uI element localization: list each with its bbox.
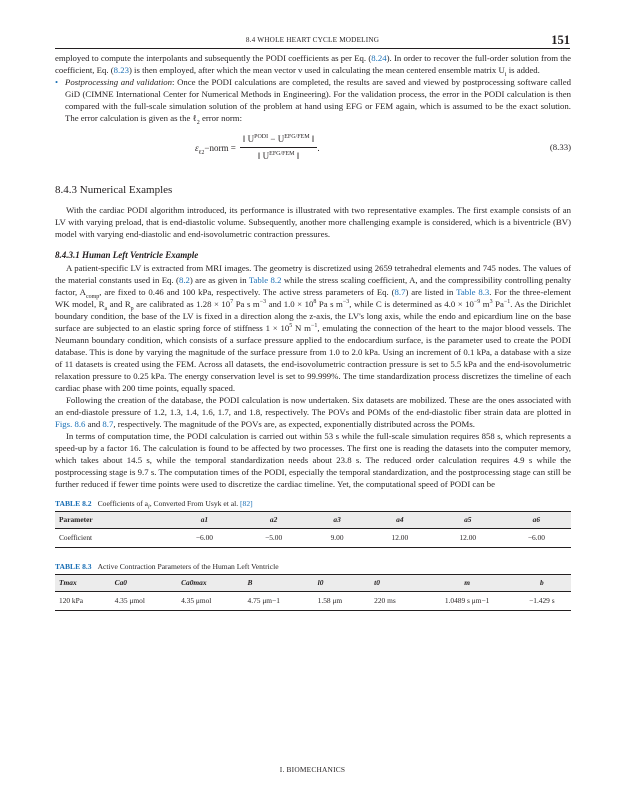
equation-number: (8.33)	[549, 142, 571, 152]
table-cell: 4.35 μmol	[111, 592, 177, 611]
table-header-cell: l0	[314, 575, 370, 592]
table-cell: −1.429 s	[513, 592, 571, 611]
bullet-item: • Postprocessing and validation: Once the PODI calculations are completed, the results are saved and viewed by postprocessing software called GiD (CIMNE International Center for Numerical Methods in Engineering). For the validation process, the error in the PODI calculation is then compared with the full-scale simulation solution of the problem at hand using EFG or FEM again, which is assumed to be the exact solution. The error calculation is given as the ℓ$_2$ error norm:	[55, 77, 571, 126]
table-8-3	[55, 562, 571, 611]
table-cell: 1.0489 s μm−1	[422, 592, 513, 611]
equation-link[interactable]: 8.7	[394, 287, 406, 297]
equation-link[interactable]: 8.2	[178, 275, 190, 285]
subsection-paragraph-3: In terms of computation time, the PODI calculation is carried out within 53 s while the full-scale simulation requires 858 s, which represents a speed-up by a factor 16. The calculation is found to be affected by two processes. The first one is reading the datasets into the computer memory, which takes about 14.5 s, while the temporal standardization needs about 23.8 s. The reduced order calculation requires 4.9 s while the postprocessing stage is 9.7 s. The computation times of the PODI, especially the temporal standardization, and the postprocessing stage can still be further reduced if fewer time points were used to discretize the cardiac timeline. Yet, the computational speed of PODI can be	[55, 431, 571, 489]
table-cell: 120 kPa	[55, 592, 111, 611]
table-cell: 220 ms	[370, 592, 421, 611]
table-row	[55, 592, 571, 611]
table-header-cell: a1	[170, 512, 239, 529]
table-cell: −6.00	[502, 529, 571, 548]
section-paragraph: With the cardiac PODI algorithm introduced, its performance is illustrated with two representative examples. The first example consists of an LV with varying preload, that is end-diastolic volume. Subsequently, another more challenging example is considered, which is a biventricle (BV) model with varying end-diastolic and end-isovolumetric contraction pressures.	[55, 205, 571, 239]
citation-link[interactable]: [82]	[240, 499, 253, 508]
equation-8-33: $\varepsilon_{\ell 2}-norm$ = $\frac{‖ U^{PODI} - U^{EFG/FEM} ‖}{‖ U^{EFG/FEM} ‖}$ . (8.33)	[195, 134, 571, 161]
table-link[interactable]: Table 8.3	[456, 287, 490, 297]
equation-link[interactable]: 8.23	[113, 65, 129, 75]
table-header-cell: Parameter	[55, 512, 170, 529]
table-header-cell: m	[422, 575, 513, 592]
bullet-list	[55, 76, 571, 124]
subsection-paragraph-2: Following the creation of the database, the PODI calculation is now undertaken. Six datasets are mobilized. These are the ones associated with an end-diastole pressure of 1.2, 1.3, 1.4, 1.6, 1.7, and 1.8, respectively. The POVs and POMs of the end-diastolic fiber strain data are plotted in Figs. 8.6 and 8.7, respectively. The magnitude of the POVs are, as expected, exponentially distributed across the POMs.	[55, 395, 571, 429]
table-cell: 12.00	[366, 529, 434, 548]
equation-link[interactable]: 8.24	[371, 53, 387, 63]
table-header-cell: a5	[434, 512, 502, 529]
page-footer: I. BIOMECHANICS	[279, 765, 346, 774]
table-cell: Coefficient	[55, 529, 170, 548]
running-head: 8.4 WHOLE HEART CYCLE MODELING	[245, 36, 380, 44]
error-fraction: $\frac{‖ U^{PODI} - U^{EFG/FEM} ‖}{‖ U^{EFG/FEM} ‖}$	[240, 133, 318, 162]
header-rule	[55, 48, 570, 49]
table-cell: −6.00	[170, 529, 239, 548]
table-cell: 4.75 μm−1	[244, 592, 314, 611]
table-cell: 9.00	[308, 529, 366, 548]
intro-paragraph: employed to compute the interpolants and subsequently the PODI coefficients as per Eq. (8.24). In order to recover the full-order solution from the coefficient, Eq. (8.23) is then employed, after which the mean vector v used in calculating the mean centered ensemble matrix $U_i$ is added.	[55, 53, 571, 78]
page-header	[55, 33, 570, 47]
table-header-cell: a3	[308, 512, 366, 529]
table-cell: 1.58 μm	[314, 592, 370, 611]
figure-link[interactable]: 8.7	[102, 419, 114, 429]
table-cell: 12.00	[434, 529, 502, 548]
table-header-cell: B	[244, 575, 314, 592]
subsection-heading: 8.4.3.1 Human Left Ventricle Example	[55, 250, 199, 260]
body-text	[55, 52, 571, 611]
table-caption: TABLE 8.2 Coefficients of $a_i$, Converted From Usyk et al. [82]	[55, 499, 253, 511]
table-header-cell: a2	[239, 512, 308, 529]
section-heading: 8.4.3 Numerical Examples	[55, 184, 173, 196]
table-cell: 4.35 μmol	[177, 592, 243, 611]
table-header-cell: b	[513, 575, 571, 592]
table-header-cell: Tmax	[55, 575, 111, 592]
table-header-cell: t0	[370, 575, 421, 592]
table-caption: TABLE 8.3 Active Contraction Parameters of the Human Left Ventricle	[55, 562, 279, 571]
table-row	[55, 529, 571, 548]
table-header-cell: Ca0max	[177, 575, 243, 592]
table-header-cell: Ca0	[111, 575, 177, 592]
subsection-paragraph-1: A patient-specific LV is extracted from MRI images. The geometry is discretized using 2659 tetrahedral elements and 745 nodes. The values of the material constants used in Eq. (8.2) are as given in Table 8.2 while the stress scaling coefficient, A, and the compressibility controlling penalty factor, $A_{comp}$, are fixed to 0.46 and 100 kPa, respectively. The active stress parameters of Eq. (8.7) are listed in Table 8.3. For the three-element WK model, $R_a$ and $R_p$ are calibrated as $1.28 \times 10^7$ Pa s $m^{-3}$ and $1.0 \times 10^8$ Pa s $m^{-3}$, while C is determined as $4.0 \times 10^{-9}$ $m^3$ $Pa^{-1}$. As the Dirichlet boundary condition, the base of the LV is fixed in a direction along the z-axis, the LV's long axis, while the endo and epicardium line on the base surface are subjected to an elastic spring force of stiffness $1 \times 10^5$ N $m^{-1}$, emulating the connection of the heart to the major blood vessels. The Neumann boundary condition, which consists of a surface pressure applied to the endocardium surface, is the parameter used to create the PODI database. This is done by varying the magnitude of the surface pressure from 1.0 to 2.0 kPa. Using an increment of 0.1 kPa, a database with a size of 11 datasets is created using the FEM. Across all datasets, the end-isovolumetric contraction pressure is set to 5.5 kPa and the end-isovolumetric relaxation pressure to 0.25 kPa. The energy conservation level is set to 99.999%. The time standardization process discretizes the timeline of each cardiac phase with 200 time points, equally spaced.	[55, 263, 572, 393]
bullet-icon: •	[55, 77, 59, 87]
table-header-cell: a6	[502, 512, 571, 529]
table-cell: −5.00	[239, 529, 308, 548]
table-8-2	[55, 499, 571, 548]
figure-link[interactable]: Figs. 8.6	[55, 419, 86, 429]
table-header-cell: a4	[366, 512, 434, 529]
page-number: 151	[551, 33, 570, 47]
table-link[interactable]: Table 8.2	[248, 275, 282, 285]
